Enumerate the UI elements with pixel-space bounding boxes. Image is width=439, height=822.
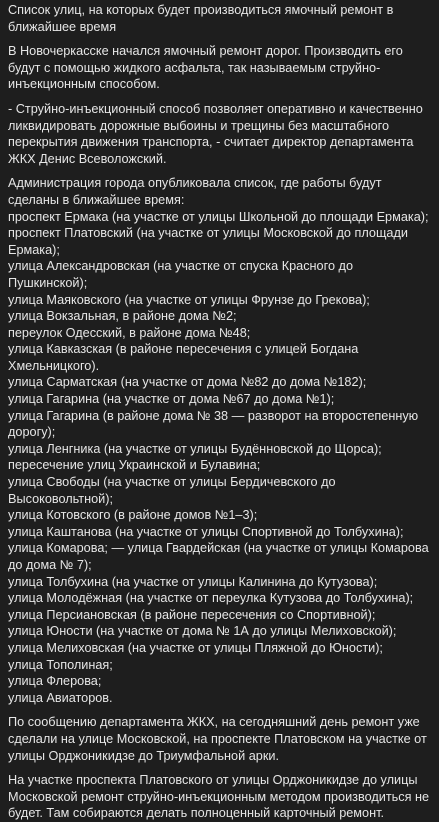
list-item: улица Сарматская (на участке от дома №82 до дома №182);	[8, 375, 367, 390]
list-item: улица Маяковского (на участке от улицы Фрунзе до Грекова);	[8, 292, 370, 307]
list-item: улица Кавказская (в районе пересечения с улицей Богдана Хмельницкого).	[8, 342, 359, 373]
post-title: Список улиц, на которых будет производиться ямочный ремонт в ближайшее время	[8, 3, 394, 34]
list-item: улица Тополиная;	[8, 657, 113, 672]
list-item: улица Свободы (на участке от улицы Бердичевского до Высоковольтной);	[8, 475, 336, 506]
list-item: улица Молодёжная (на участке от переулка Кутузова до Толбухина);	[8, 591, 414, 606]
list-item: проспект Ермака (на участке от улицы Школьной до площади Ермака);	[8, 209, 429, 224]
list-item: улица Персиановская (в районе пересечения со Спортивной);	[8, 607, 376, 622]
list-item: улица Флерова;	[8, 674, 102, 689]
list-item: улица Толбухина (на участке от улицы Калинина до Кутузова);	[8, 574, 378, 589]
quote-paragraph: - Струйно-инъекционный способ позволяет оперативно и качественно ликвидировать дорожные выбоины и трещины без масштабного перекрытия движения транспорта, - считает директор департамента ЖКХ Денис Всеволожский.	[8, 101, 423, 166]
list-item: улица Котовского (в районе домов №1–3);	[8, 508, 258, 523]
list-item: улица Комарова; — улица Гвардейская (на участке от улицы Комарова до дома № 7);	[8, 541, 429, 572]
list-item: улица Вокзальная, в районе дома №2;	[8, 309, 237, 324]
list-item: улица Авиаторов.	[8, 690, 113, 705]
closing-paragraph: На участке проспекта Платовского от улицы Орджоникидзе до улицы Московской ремонт струйно-инъекционным методом производиться не будет. Там собираются делать полноценный карточный ремонт.	[8, 773, 430, 821]
street-list	[8, 175, 431, 706]
intro-paragraph: В Новочеркасске начался ямочный ремонт дорог. Производить его будут с помощью жидкого асфальта, так называемым струйно-инъекционным способом.	[8, 44, 403, 92]
list-item: улица Юности (на участке от дома № 1А до улицы Мелиховской);	[8, 624, 397, 639]
list-item: улица Ленгника (на участке от улицы Будённовской до Щорса);	[8, 441, 382, 456]
list-item: проспект Платовский (на участке от улицы Московской до площади Ермака);	[8, 226, 408, 257]
list-item: переулок Одесский, в районе дома №48;	[8, 325, 251, 340]
list-item: улица Гагарина (на участке от дома №67 до дома №1);	[8, 392, 335, 407]
list-item: улица Мелиховская (на участке от улицы Пляжной до Юности);	[8, 640, 383, 655]
list-item: улица Каштанова (на участке от улицы Спортивной до Толбухина);	[8, 524, 404, 539]
list-item: улица Александровская (на участке от спуска Красного до Пушкинской);	[8, 259, 353, 290]
list-item: улица Гагарина (в районе дома № 38 — разворот на второстепенную дорогу);	[8, 408, 419, 440]
status-paragraph: По сообщению департамента ЖКХ, на сегодняшний день ремонт уже сделали на улице Московской, на проспекте Платовском на участке от улицы Орджоникидзе до Триумфальной арки.	[8, 715, 427, 763]
street-list-intro: Администрация города опубликовала список, где работы будут сделаны в ближайшее время:	[8, 176, 382, 207]
list-item: пересечение улиц Украинской и Булавина;	[8, 458, 261, 473]
